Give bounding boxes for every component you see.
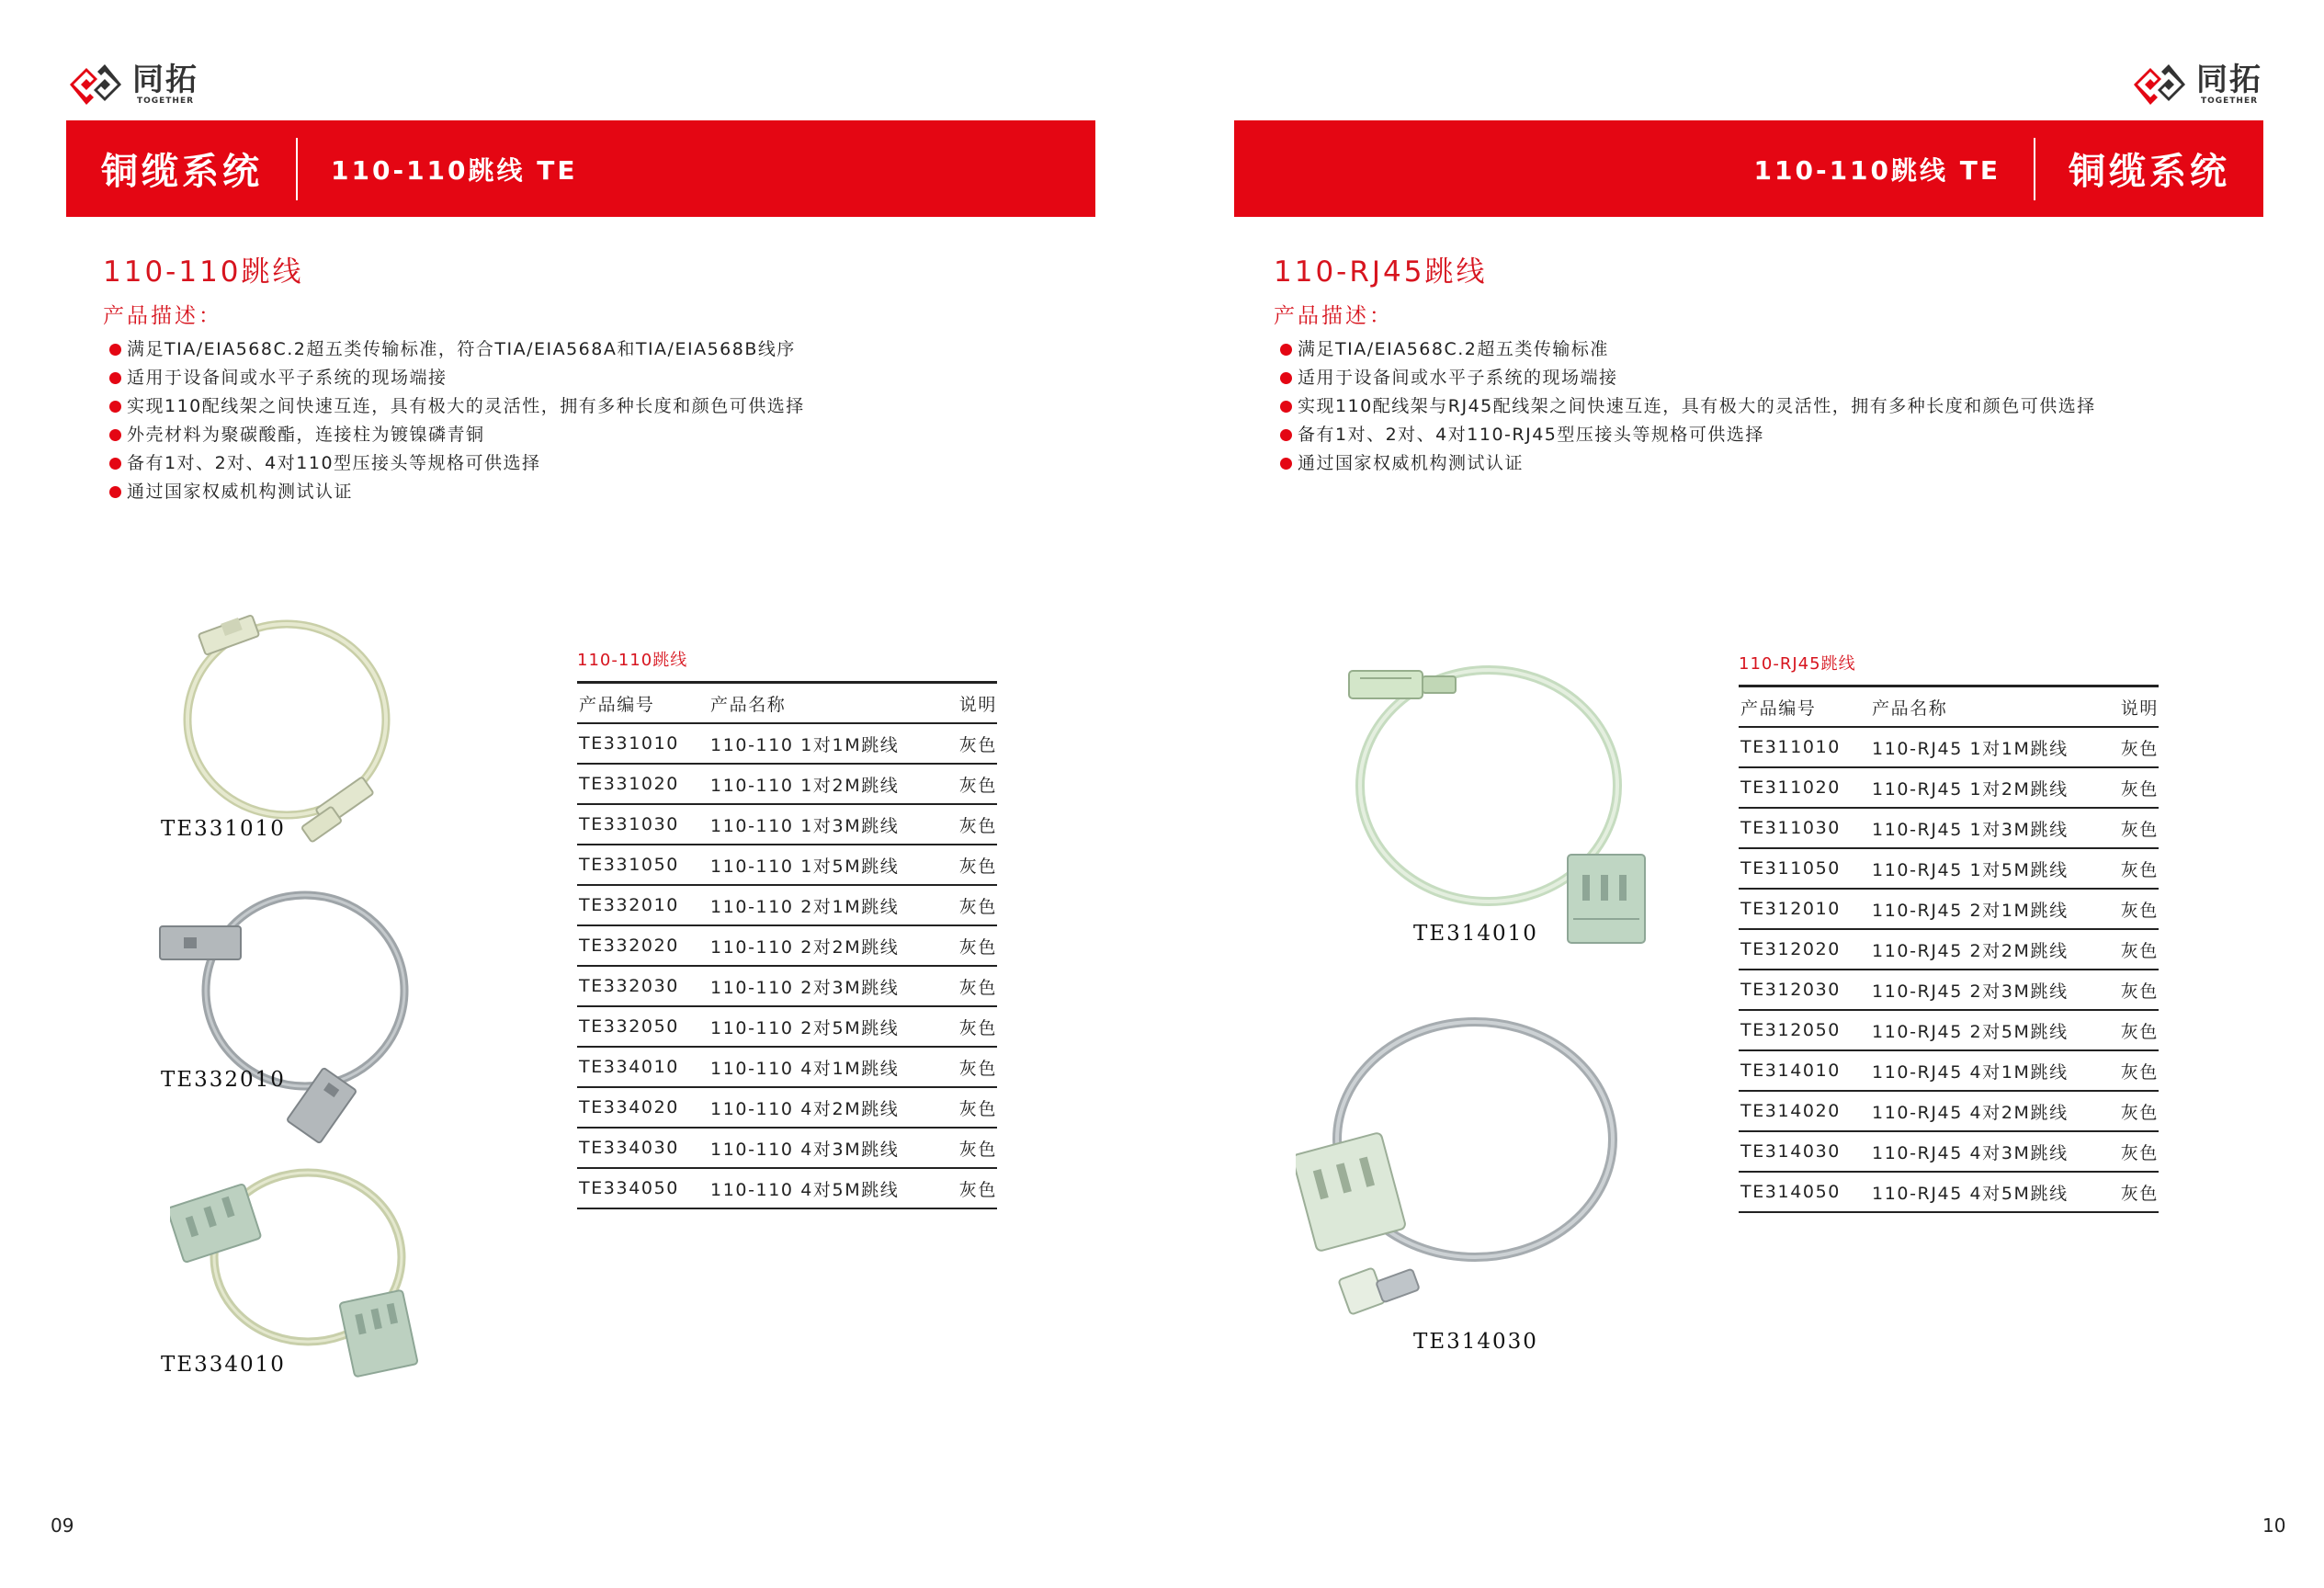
table-row: TE314030 110-RJ45 4对3M跳线 灰色 (1739, 1132, 2159, 1173)
brand-name-cn: 同拓 (132, 62, 198, 98)
brand-name-en: TOGETHER (136, 96, 195, 106)
table-row: TE312050 110-RJ45 2对5M跳线 灰色 (1739, 1011, 2159, 1051)
header-code: 产品编号 (579, 694, 655, 715)
table-row: TE312010 110-RJ45 2对1M跳线 灰色 (1739, 890, 2159, 930)
table-row: TE331020 110-110 1对2M跳线 灰色 (577, 765, 997, 805)
patch-cord-image-te332010 (156, 880, 432, 1147)
table-row: TE314050 110-RJ45 4对5M跳线 灰色 (1739, 1173, 2159, 1213)
bullet-icon (109, 458, 121, 470)
table-row: TE332030 110-110 2对3M跳线 灰色 (577, 967, 997, 1007)
brand-name-en: TOGETHER (2200, 96, 2259, 106)
patch-cord-image-te314010 (1342, 652, 1654, 947)
spec-table-right (1739, 652, 2159, 1213)
product-label: TE314030 (1413, 1330, 1538, 1354)
bullet-icon (109, 344, 121, 356)
table-row: TE314010 110-RJ45 4对1M跳线 灰色 (1739, 1051, 2159, 1092)
table-caption: 110-110跳线 (577, 649, 997, 684)
feature-item: 满足TIA/EIA568C.2超五类传输标准，符合TIA/EIA568A和TIA/EIA568B线序 (103, 335, 805, 364)
description-label: 产品描述： (1274, 304, 1393, 328)
table-row: TE314020 110-RJ45 4对2M跳线 灰色 (1739, 1092, 2159, 1132)
bullet-icon (1280, 458, 1292, 470)
table-row: TE311030 110-RJ45 1对3M跳线 灰色 (1739, 809, 2159, 849)
product-label: TE334010 (161, 1353, 286, 1377)
feature-item: 外壳材料为聚碳酸酯，连接柱为镀镍磷青铜 (103, 421, 805, 449)
feature-item: 实现110配线架与RJ45配线架之间快速互连，具有极大的灵活性，拥有多种长度和颜色可供选择 (1274, 392, 2096, 421)
banner-divider (296, 138, 298, 200)
bullet-icon (109, 401, 121, 413)
product-description-left (103, 253, 805, 506)
brand-mark-icon (2130, 57, 2189, 112)
feature-item: 备有1对、2对、4对110型压接头等规格可供选择 (103, 449, 805, 478)
feature-item: 通过国家权威机构测试认证 (103, 478, 805, 506)
patch-cord-image-te331010 (147, 602, 423, 850)
table-row: TE311010 110-RJ45 1对1M跳线 灰色 (1739, 728, 2159, 768)
table-row: TE334030 110-110 4对3M跳线 灰色 (577, 1129, 997, 1169)
brand-logo-right (2130, 57, 2262, 112)
page-number-left: 09 (51, 1514, 74, 1537)
header-note: 说明 (958, 694, 997, 715)
table-row: TE332010 110-110 2对1M跳线 灰色 (577, 886, 997, 926)
banner-divider (2034, 138, 2035, 200)
table-row: TE334020 110-110 4对2M跳线 灰色 (577, 1088, 997, 1129)
brand-name-cn: 同拓 (2196, 62, 2262, 98)
brand-logo-left (66, 57, 198, 112)
page-number-right: 10 (2262, 1514, 2286, 1537)
table-row: TE331050 110-110 1对5M跳线 灰色 (577, 845, 997, 886)
feature-item: 通过国家权威机构测试认证 (1274, 449, 2096, 478)
product-label: TE331010 (161, 817, 286, 841)
table-row: TE332020 110-110 2对2M跳线 灰色 (577, 926, 997, 967)
bullet-icon (1280, 429, 1292, 441)
banner-category: 铜缆系统 (101, 151, 263, 193)
table-row: TE332050 110-110 2对5M跳线 灰色 (577, 1007, 997, 1048)
section-title: 110-110跳线 (103, 255, 304, 289)
table-caption: 110-RJ45跳线 (1739, 652, 2159, 687)
bullet-icon (109, 372, 121, 384)
feature-list (1274, 335, 2096, 478)
header-note: 说明 (2120, 698, 2159, 719)
spec-table-left (577, 649, 997, 1209)
description-label: 产品描述： (103, 304, 222, 328)
banner-category: 铜缆系统 (2069, 151, 2230, 193)
table-row: TE311020 110-RJ45 1对2M跳线 灰色 (1739, 768, 2159, 809)
banner-subtitle: 110-110跳线 TE (331, 154, 578, 186)
table-row: TE311050 110-RJ45 1对5M跳线 灰色 (1739, 849, 2159, 890)
bullet-icon (109, 486, 121, 498)
feature-item: 备有1对、2对、4对110-RJ45型压接头等规格可供选择 (1274, 421, 2096, 449)
table-row: TE312020 110-RJ45 2对2M跳线 灰色 (1739, 930, 2159, 970)
feature-item: 适用于设备间或水平子系统的现场端接 (1274, 364, 2096, 392)
table-header (1739, 687, 2159, 728)
table-row: TE331030 110-110 1对3M跳线 灰色 (577, 805, 997, 845)
feature-list (103, 335, 805, 506)
bullet-icon (1280, 401, 1292, 413)
product-label: TE332010 (161, 1068, 286, 1092)
section-title: 110-RJ45跳线 (1274, 255, 1488, 289)
brand-mark-icon (66, 57, 125, 112)
bullet-icon (1280, 372, 1292, 384)
product-label: TE314010 (1413, 922, 1538, 946)
feature-item: 适用于设备间或水平子系统的现场端接 (103, 364, 805, 392)
product-description-right (1274, 253, 2096, 478)
table-row: TE334050 110-110 4对5M跳线 灰色 (577, 1169, 997, 1209)
header-code: 产品编号 (1740, 698, 1817, 719)
table-row: TE331010 110-110 1对1M跳线 灰色 (577, 724, 997, 765)
patch-cord-image-te334010 (170, 1158, 436, 1378)
table-header (577, 684, 997, 724)
table-row: TE312030 110-RJ45 2对3M跳线 灰色 (1739, 970, 2159, 1011)
header-banner-right (1234, 120, 2263, 217)
bullet-icon (1280, 344, 1292, 356)
bullet-icon (109, 429, 121, 441)
feature-item: 满足TIA/EIA568C.2超五类传输标准 (1274, 335, 2096, 364)
header-banner-left (66, 120, 1095, 217)
header-name: 产品名称 (1872, 698, 1948, 719)
patch-cord-image-te314030 (1296, 1006, 1627, 1323)
table-row: TE334010 110-110 4对1M跳线 灰色 (577, 1048, 997, 1088)
header-name: 产品名称 (710, 694, 787, 715)
banner-subtitle: 110-110跳线 TE (1753, 154, 2001, 186)
feature-item: 实现110配线架之间快速互连，具有极大的灵活性，拥有多种长度和颜色可供选择 (103, 392, 805, 421)
